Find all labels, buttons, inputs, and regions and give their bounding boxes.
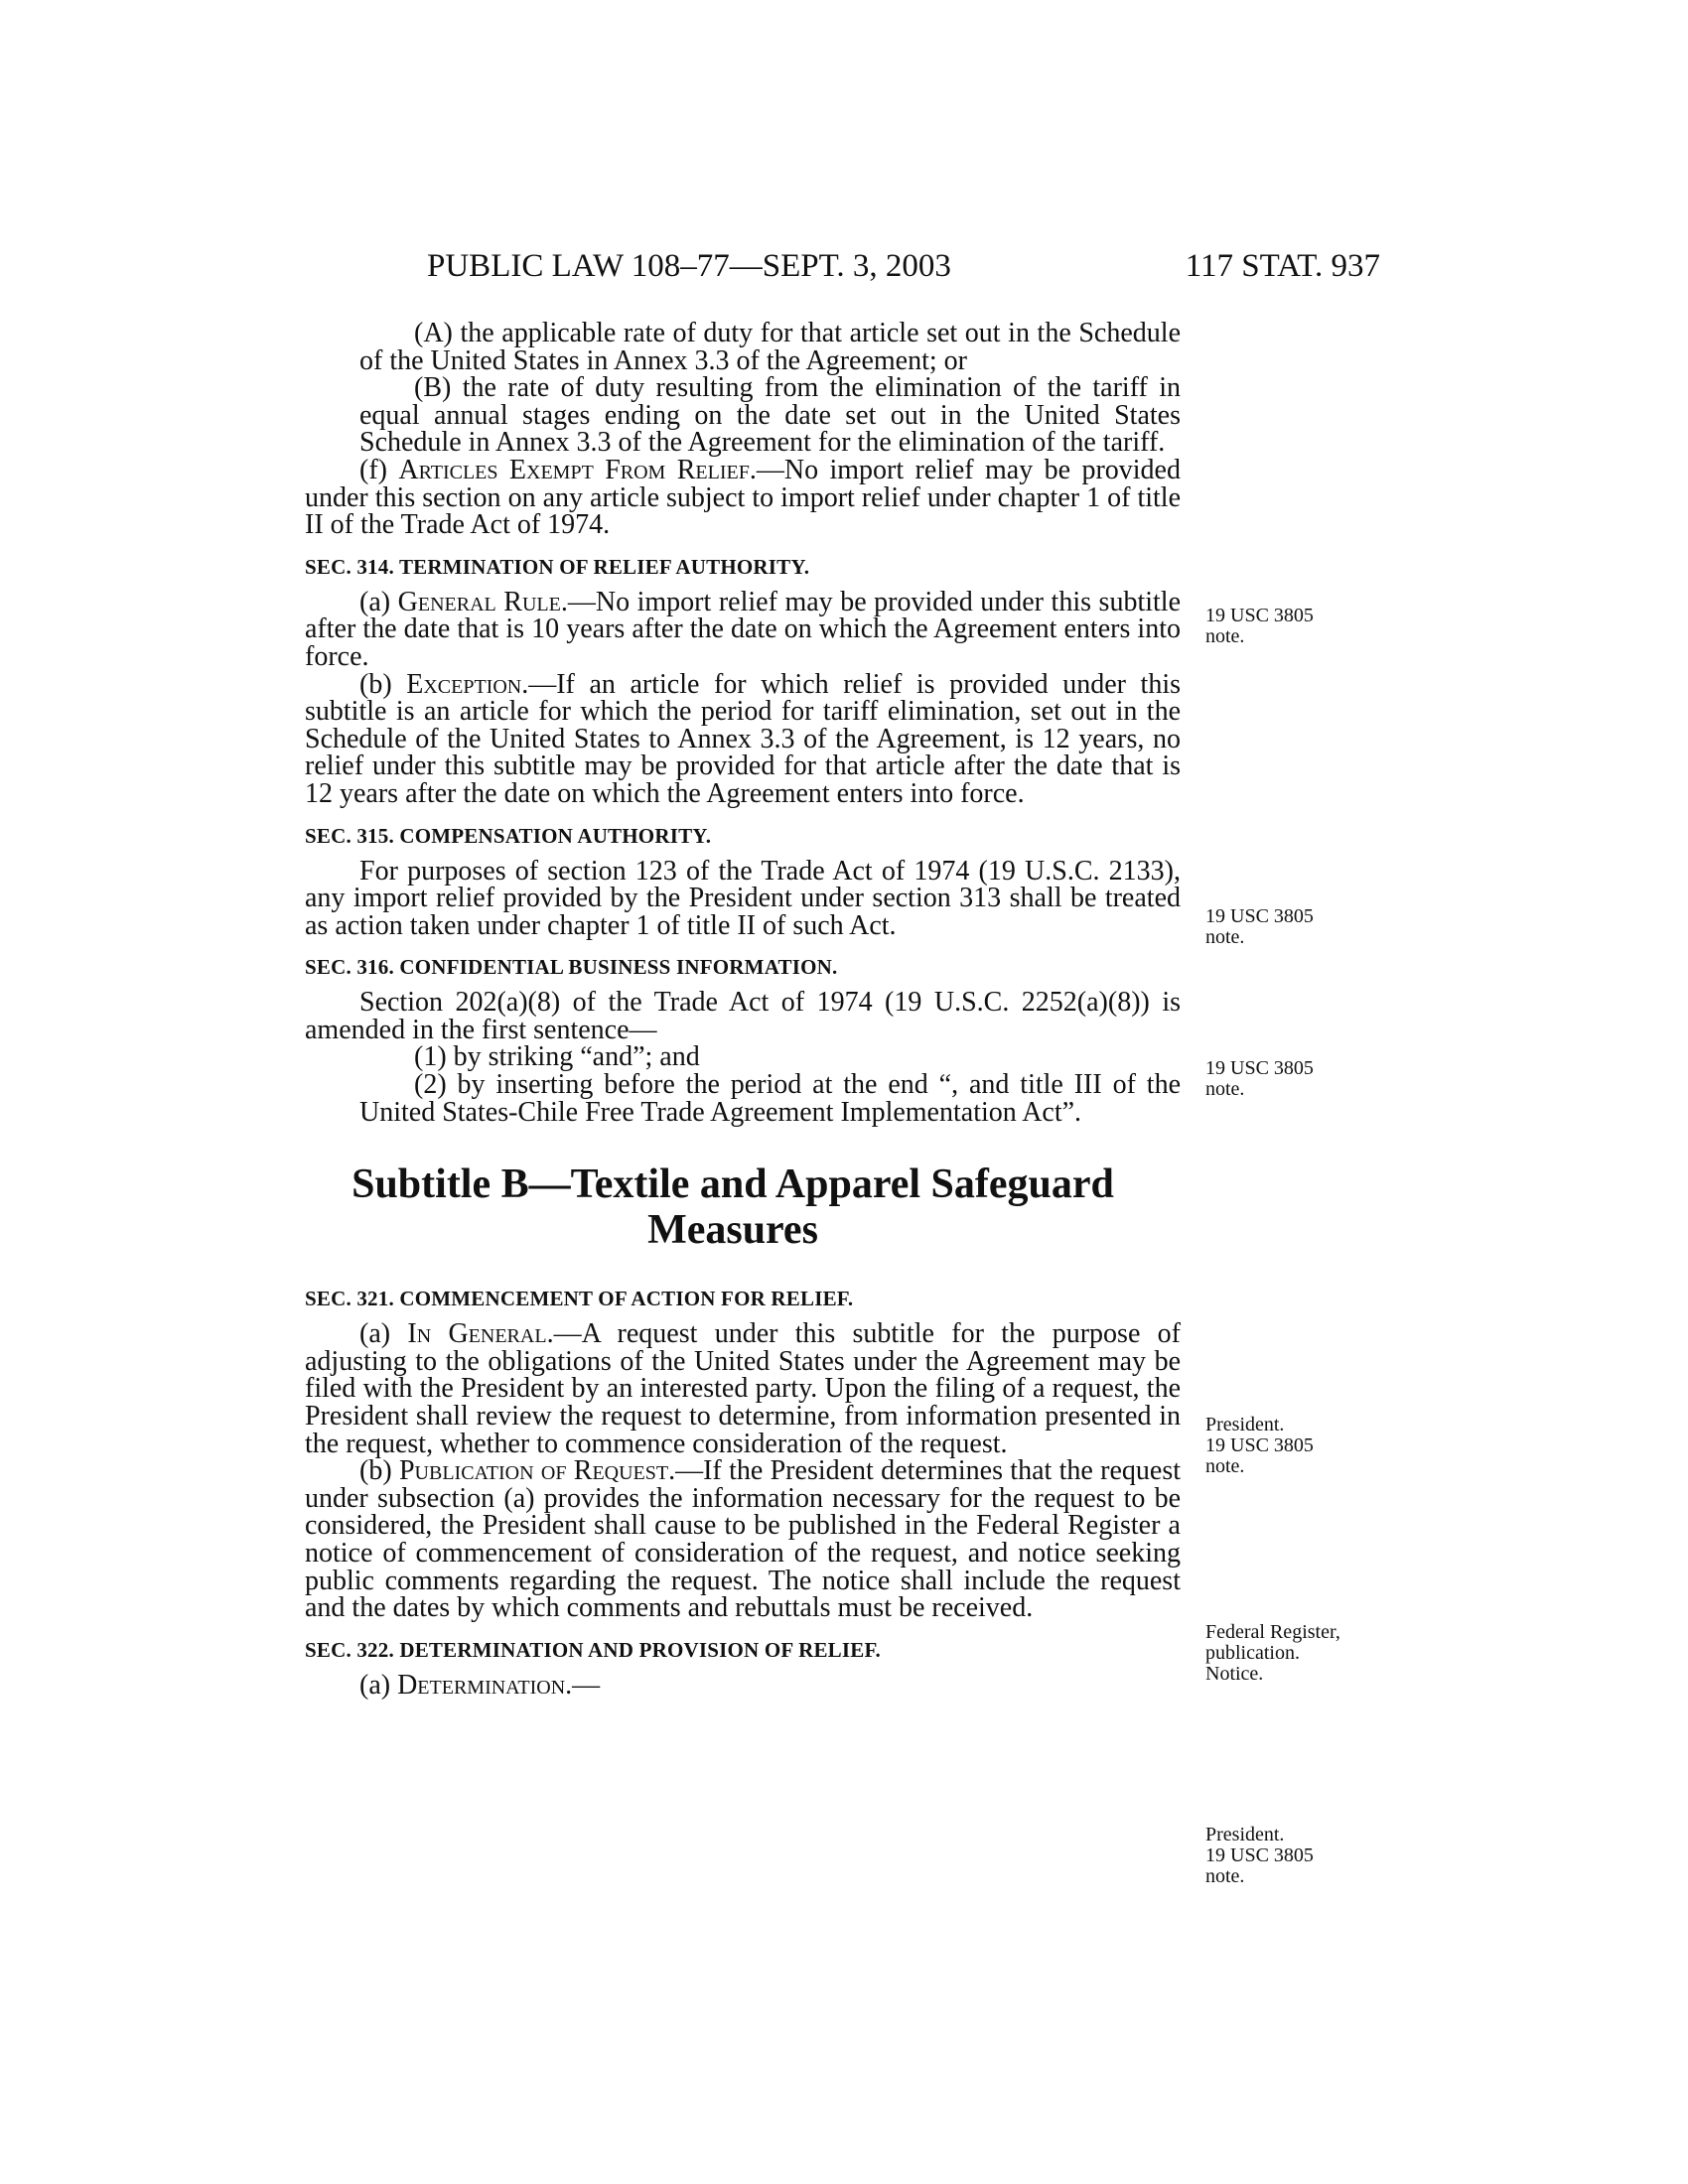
para-label: (b) xyxy=(359,1455,399,1487)
margin-note-line: 19 USC 3805 xyxy=(1205,905,1314,927)
margin-note-322 xyxy=(1205,1825,1394,1887)
paragraph-A: (A) the applicable rate of duty for that article set out in the Schedule of the United States in Annex 3.3 of the Agreement; or xyxy=(359,318,1181,376)
para-label: (a) xyxy=(359,1669,398,1701)
para-text: .—A request under this subtitle for the purpose of adjusting to the obligations of the United States under the Agreement may be filed with the President by an interested party. Upon the filing of a request, the President shall review the request to determine, from information presented in the request, whether to commence consideration of the request. xyxy=(305,1318,1181,1459)
margin-note-321b xyxy=(1205,1622,1394,1685)
paragraph-321b xyxy=(305,1457,1181,1622)
margin-note-line: note. xyxy=(1205,625,1245,647)
margin-note-line: note. xyxy=(1205,926,1245,948)
section-heading-315: SEC. 315. COMPENSATION AUTHORITY. xyxy=(305,823,712,848)
document-body xyxy=(305,320,1181,1699)
paragraph-321a xyxy=(305,1320,1181,1457)
para-heading: Determination xyxy=(397,1669,566,1701)
header-title: PUBLIC LAW 108–77—SEPT. 3, 2003 xyxy=(427,248,951,284)
margin-note-line: 19 USC 3805 xyxy=(1205,1434,1314,1456)
page-number: 117 STAT. 937 xyxy=(1185,248,1380,284)
paragraph-316-2: (2) by inserting before the period at the end “, and title III of the United States-Chile Free Trade Agreement Implementation Act”. xyxy=(359,1069,1181,1128)
margin-note-line: 19 USC 3805 xyxy=(1205,605,1314,626)
margin-note-line: publication. xyxy=(1205,1642,1300,1664)
margin-note-line: note. xyxy=(1205,1078,1245,1100)
section-heading-316: SEC. 316. CONFIDENTIAL BUSINESS INFORMATION. xyxy=(305,955,838,980)
margin-note-line: note. xyxy=(1205,1455,1245,1477)
margin-note-line: 19 USC 3805 xyxy=(1205,1057,1314,1079)
margin-note-316 xyxy=(1205,1058,1394,1100)
paragraph-316-1: (1) by striking “and”; and xyxy=(414,1041,700,1073)
margin-note-line: Notice. xyxy=(1205,1663,1264,1685)
paragraph-314a xyxy=(305,586,1182,672)
para-label: (b) xyxy=(359,668,407,700)
margin-note-line: President. xyxy=(1205,1824,1285,1845)
margin-note-line: note. xyxy=(1205,1865,1245,1887)
para-label: (f) xyxy=(359,454,399,485)
subtitle-heading: Subtitle B—Textile and Apparel Safeguard Measures xyxy=(352,1161,1114,1254)
para-heading: In General xyxy=(407,1318,547,1350)
paragraph-322a xyxy=(305,1669,1181,1701)
margin-note-315 xyxy=(1205,906,1394,948)
para-heading: Publication of Request xyxy=(398,1455,669,1487)
margin-note-314 xyxy=(1205,606,1394,647)
paragraph-314b xyxy=(305,668,1181,809)
para-text: .—If the President determines that the request under subsection (a) provides the information necessary for the request to be considered, the President shall cause to be published in the Federal Register a notice of commencement of consideration of the request, and notice seeking public comments regarding the request. The notice shall include the request and the dates by which comments and rebuttals must be received. xyxy=(305,1455,1182,1624)
section-heading-314: SEC. 314. TERMINATION OF RELIEF AUTHORITY. xyxy=(305,554,810,579)
para-label: (a) xyxy=(359,586,398,617)
para-label: (a) xyxy=(359,1318,408,1350)
para-text: .— xyxy=(565,1669,601,1701)
para-text: .—No import relief may be provided under this subtitle after the date that is 10 years after the date on which the Agreement enters into force. xyxy=(305,586,1182,672)
section-heading-322: SEC. 322. DETERMINATION AND PROVISION OF RELIEF. xyxy=(305,1637,881,1662)
para-text: .—No import relief may be provided under this section on any article subject to import relief under chapter 1 of title II of the Trade Act of 1974. xyxy=(305,454,1181,541)
margin-note-line: President. xyxy=(1205,1414,1285,1435)
paragraph-B: (B) the rate of duty resulting from the elimination of the tariff in equal annual stages ending on the date set out in the United States Schedule in Annex 3.3 of the Agreement for the elimination of the tariff. xyxy=(359,372,1181,459)
para-heading: Exception xyxy=(406,668,522,700)
para-heading: Articles Exempt From Relief xyxy=(398,454,750,485)
margin-note-line: 19 USC 3805 xyxy=(1205,1844,1314,1866)
para-text: .—If an article for which relief is provided under this subtitle is an article for which the period for tariff elimination, set out in the Schedule of the United States to Annex 3.3 of the Agreement, is 12 years, no relief under this subtitle may be provided for that article after the date that is 12 years after the date on which the Agreement enters into force. xyxy=(305,668,1181,809)
paragraph-315: For purposes of section 123 of the Trade Act of 1974 (19 U.S.C. 2133), any import relief provided by the President under section 313 shall be treated as action taken under chapter 1 of title II of such Act. xyxy=(305,855,1181,941)
margin-note-321 xyxy=(1205,1415,1394,1477)
paragraph-f xyxy=(305,454,1181,541)
margin-note-line: Federal Register, xyxy=(1205,1621,1340,1643)
paragraph-316: Section 202(a)(8) of the Trade Act of 1974 (19 U.S.C. 2252(a)(8)) is amended in the first sentence— xyxy=(305,987,1181,1045)
para-heading: General Rule xyxy=(397,586,561,617)
section-heading-321: SEC. 321. COMMENCEMENT OF ACTION FOR RELIEF. xyxy=(305,1287,854,1311)
